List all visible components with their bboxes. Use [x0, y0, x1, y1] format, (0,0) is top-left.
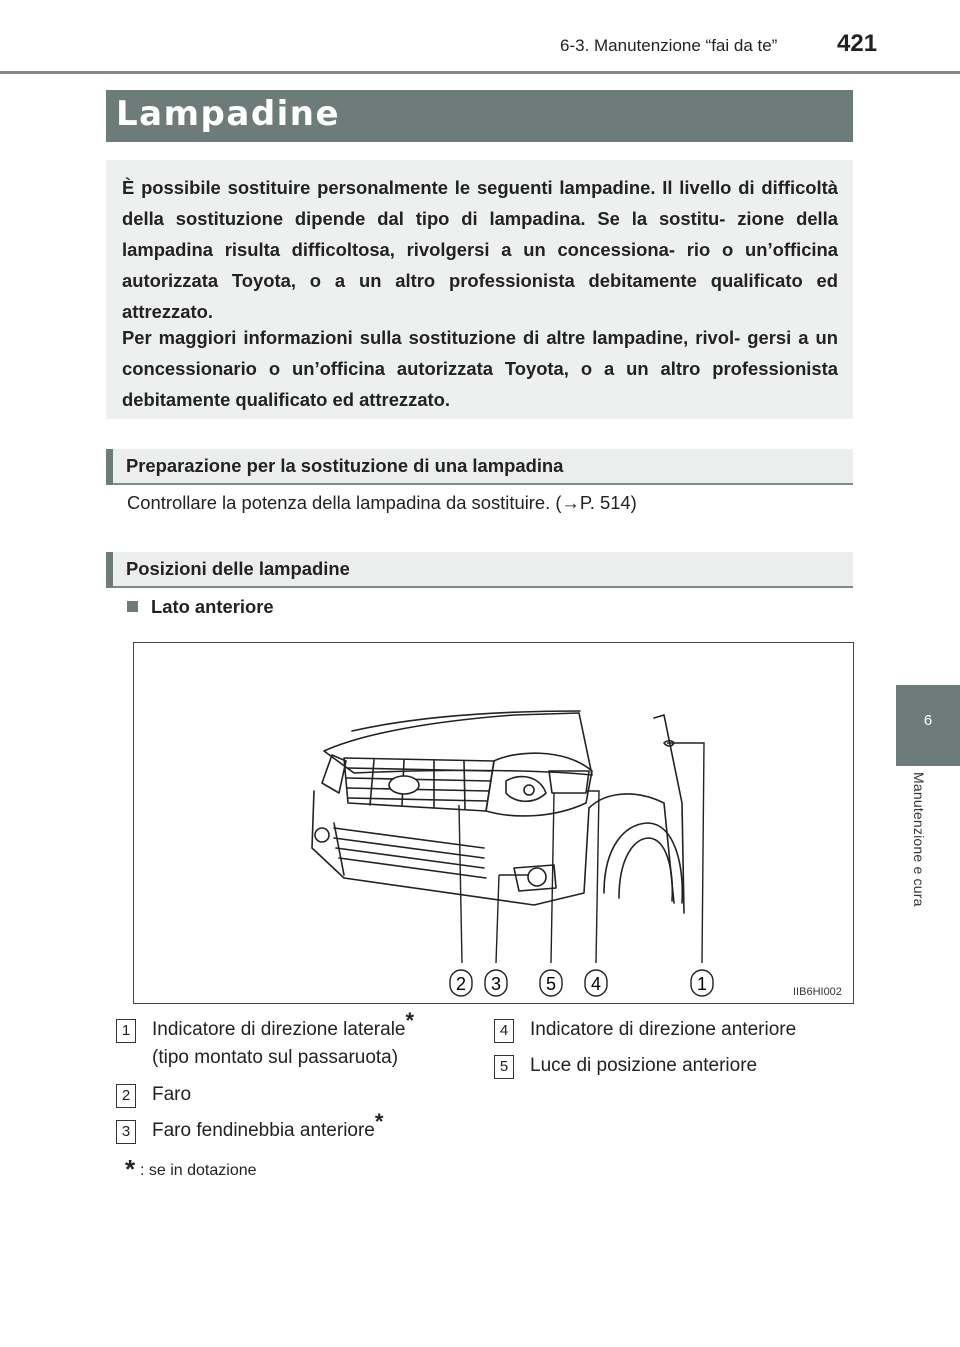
asterisk-icon: * [374, 1109, 384, 1134]
callout-3-icon [485, 970, 507, 996]
page-number: 421 [837, 30, 878, 57]
callout-5-icon [540, 970, 562, 996]
section-header-positions [106, 552, 853, 588]
legend-badge-2: 2 [116, 1084, 136, 1108]
car-front-drawing [134, 643, 853, 1003]
figure-code: IIB6HI002 [793, 986, 842, 998]
section-title: Posizioni delle lampadine [126, 558, 350, 579]
header-rule [0, 71, 960, 74]
chapter-tab-number: 6 [923, 712, 933, 729]
legend-item-5: Luce di posizione anteriore [530, 1055, 758, 1076]
section-header-preparation [106, 449, 853, 485]
callout-label: 4 [590, 974, 602, 994]
callout-label: 1 [696, 974, 708, 994]
vehicle-front-illustration [133, 642, 854, 1004]
legend-item-2: Faro [152, 1084, 192, 1105]
callout-4-icon [585, 970, 607, 996]
legend-item-3 [152, 1109, 384, 1145]
callout-label: 2 [455, 974, 467, 994]
legend-item-1 [152, 1008, 415, 1044]
callout-2-icon [450, 970, 472, 996]
figure-callouts [450, 970, 713, 996]
legend-badge-1: 1 [116, 1019, 136, 1043]
legend-badge-3: 3 [116, 1120, 136, 1144]
section-title: Preparazione per la sostituzione di una lampadina [126, 455, 564, 476]
chapter-tab-label: Manutenzione e cura [911, 772, 927, 907]
legend-label: Faro fendinebbia anteriore [152, 1120, 375, 1141]
legend-item-4: Indicatore di direzione anteriore [530, 1019, 797, 1040]
footnote-text: : se in dotazione [140, 1162, 257, 1179]
intro-paragraph-2: Per maggiori informazioni sulla sostituzione di altre lampadine, rivol- gersi a un concessionario o un’officina autorizzata Toyota, o a un altro professionista debitamente qualificato ed attrezzato. [122, 327, 838, 410]
page-title: Lampadine [116, 94, 341, 134]
square-bullet-icon [127, 601, 138, 612]
section-marker [106, 449, 113, 485]
legend-badge-5: 5 [494, 1055, 514, 1079]
running-header-section: 6-3. Manutenzione “fai da te” [560, 36, 778, 55]
section-marker [106, 552, 113, 588]
callout-label: 5 [545, 974, 557, 994]
callout-1-icon [691, 970, 713, 996]
legend-badge-4: 4 [494, 1019, 514, 1043]
legend-item-1-note: (tipo montato sul passaruota) [152, 1047, 399, 1068]
preparation-text: Controllare la potenza della lampadina da sostituire. (→P. 514) [127, 492, 637, 513]
asterisk-icon: * [405, 1008, 415, 1033]
callout-label: 3 [490, 974, 502, 994]
footnote-asterisk-icon: * [125, 1154, 136, 1184]
intro-paragraph-1: È possibile sostituire personalmente le seguenti lampadine. Il livello di difficoltà della sostituzione dipende dal tipo di lampadina. Se la sostitu- zione della lampadina risulta difficoltosa, rivolgersi a un concessiona- rio o un’officina autorizzata Toyota, o a un altro professionista debitamente qualificato ed attrezzato. [122, 177, 838, 322]
legend-label: Indicatore di direzione laterale [152, 1019, 406, 1040]
subheading-front-side: Lato anteriore [151, 596, 274, 617]
